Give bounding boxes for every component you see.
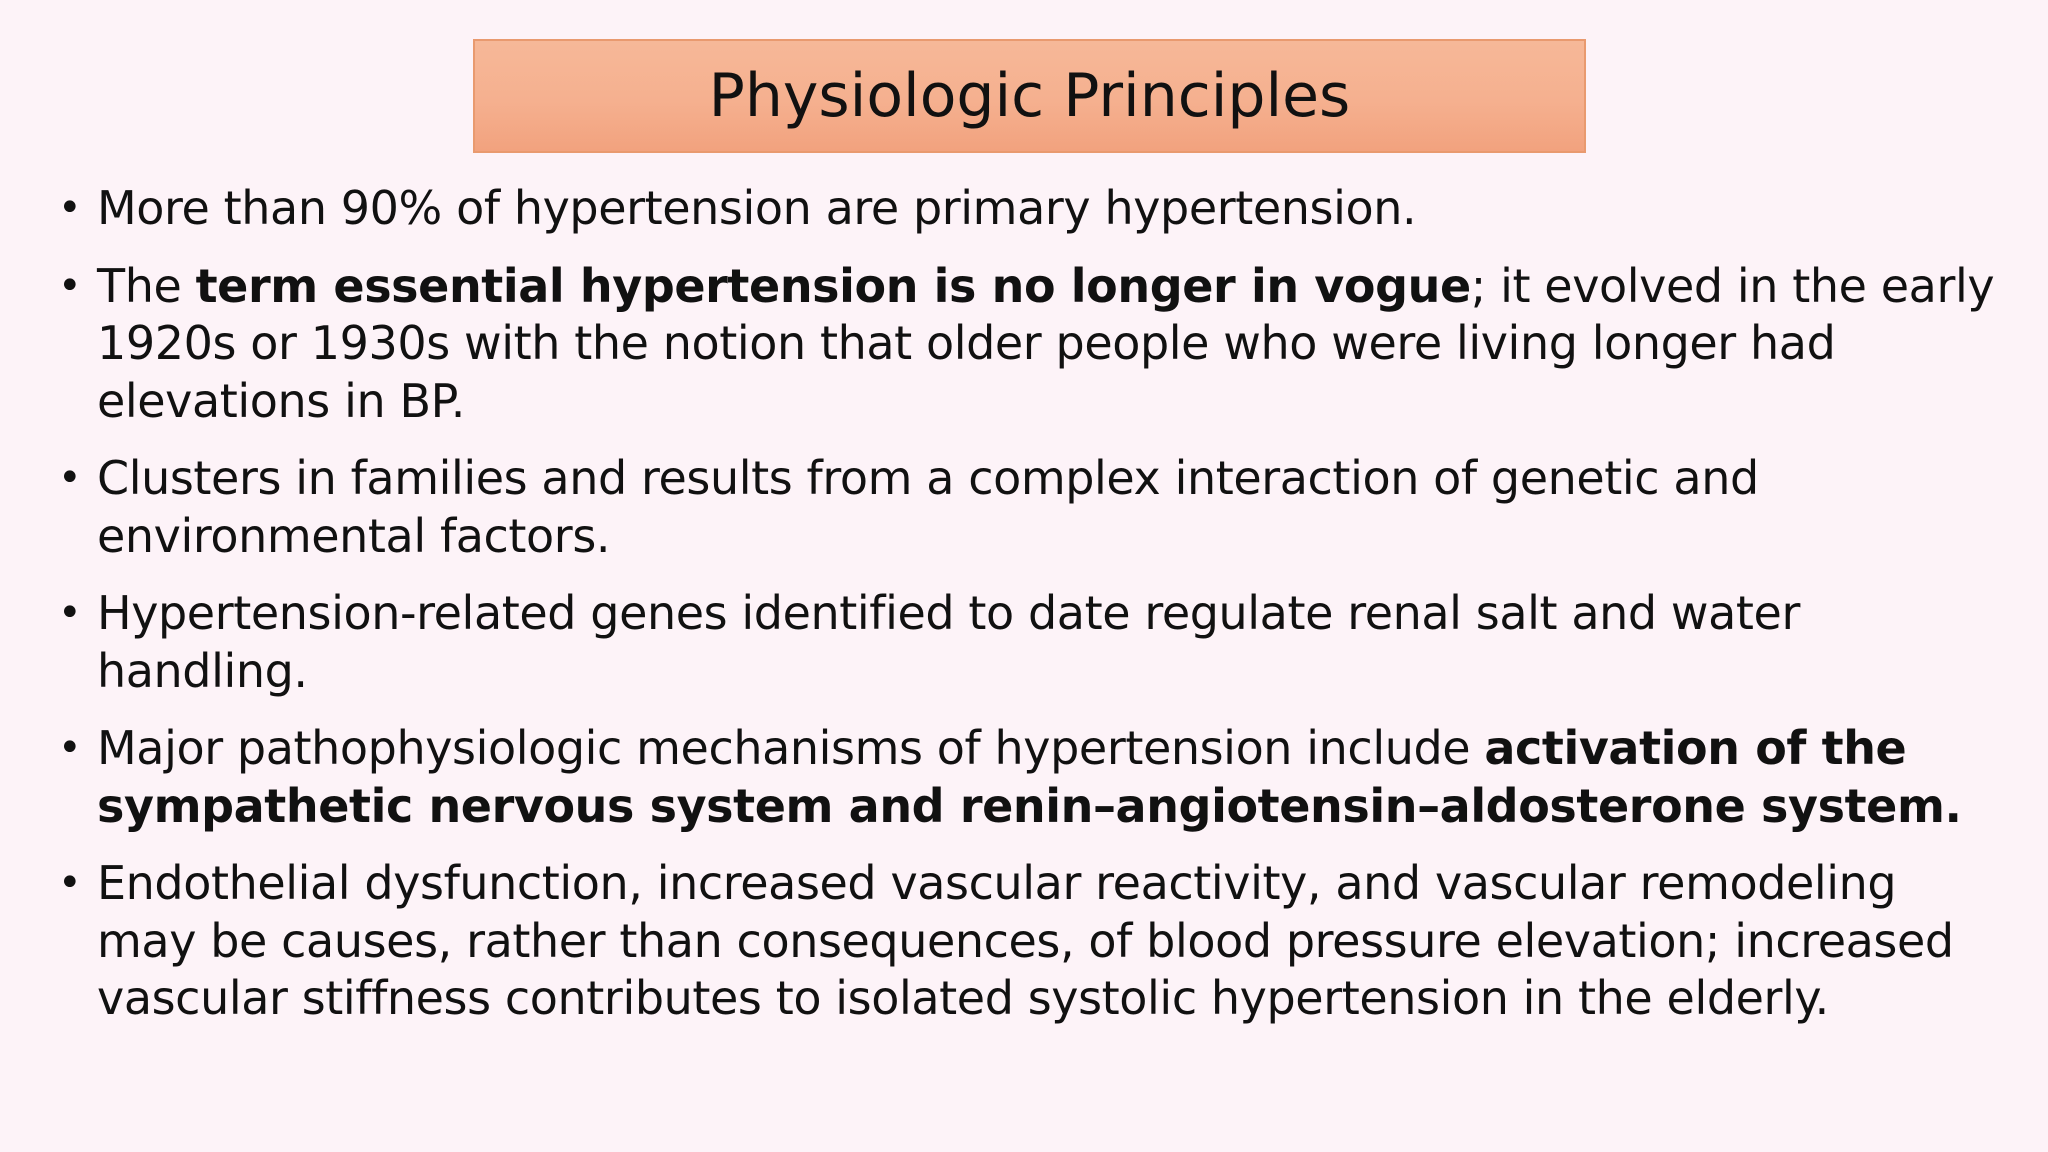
bullet-bold-text: activation of the sympathetic nervous system and renin–angiotensin–aldosterone system. (97, 721, 1962, 833)
bullet-text: The (97, 258, 196, 313)
bullet-dot-icon: • (58, 860, 82, 906)
bullet-item-mechanisms (56, 720, 2006, 835)
bullet-text: Endothelial dysfunction, increased vascular reactivity, and vascular remodeling may be causes, rather than consequences, of blood pressure elevation; increased vascular stiffness contributes to isolated systolic hypertension in the elderly. (97, 856, 1954, 1025)
bullet-item-essential-hypertension (56, 258, 2006, 431)
bullet-dot-icon: • (58, 590, 82, 636)
bullet-item-genes (56, 585, 2006, 700)
bullet-list (56, 180, 2006, 1048)
bullet-dot-icon: • (58, 185, 82, 231)
bullet-text: Clusters in families and results from a complex interaction of genetic and environmental factors. (97, 451, 1759, 563)
bullet-text: ; it evolved in the early 1920s or 1930s with the notion that older people who were living longer had elevations in BP. (97, 258, 1995, 428)
bullet-item-families (56, 450, 2006, 565)
title-banner (473, 39, 1586, 153)
bullet-text: More than 90% of hypertension are primary hypertension. (97, 181, 1417, 235)
bullet-bold-text: term essential hypertension is no longer in vogue (195, 258, 1471, 313)
bullet-dot-icon: • (58, 725, 82, 771)
bullet-item-endothelial (56, 855, 2006, 1028)
slide-title: Physiologic Principles (708, 61, 1351, 131)
bullet-text: Major pathophysiologic mechanisms of hypertension include (97, 721, 1485, 775)
bullet-dot-icon: • (58, 262, 82, 309)
bullet-dot-icon: • (58, 455, 82, 501)
bullet-item-primary-hypertension (56, 180, 2006, 238)
bullet-text: Hypertension-related genes identified to date regulate renal salt and water handling. (97, 586, 1800, 698)
